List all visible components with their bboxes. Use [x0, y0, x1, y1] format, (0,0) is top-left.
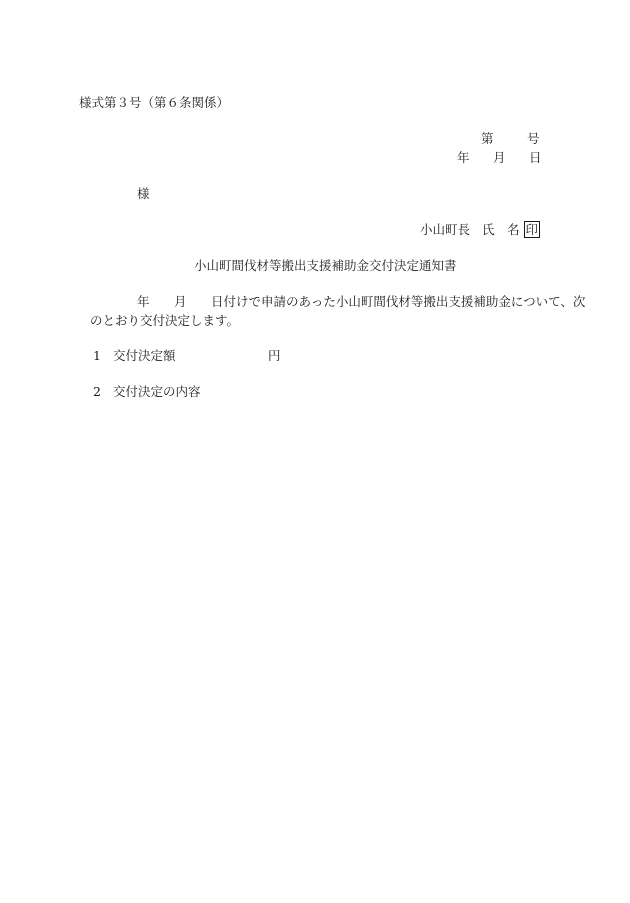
- item-1-number: 1: [93, 348, 101, 363]
- body-line2: のとおり交付決定します。: [90, 313, 240, 328]
- issuer-name-label: 氏 名: [482, 222, 520, 237]
- body-line1: 日付けで申請のあった小山町間伐材等搬出支援補助金について、次: [211, 294, 586, 309]
- date-month: 月: [493, 150, 506, 165]
- item-2-number: 2: [93, 384, 101, 399]
- body-month: 月: [174, 294, 187, 309]
- date-year: 年: [457, 150, 470, 165]
- seal-mark: 印: [525, 222, 539, 237]
- body-year: 年: [137, 294, 150, 309]
- form-number: 様式第３号（第６条関係）: [79, 95, 230, 110]
- item-1-unit: 円: [268, 348, 281, 363]
- doc-number-suffix: 号: [527, 131, 540, 146]
- date-day: 日: [529, 150, 542, 165]
- document-title: 小山町間伐材等搬出支援補助金交付決定通知書: [194, 258, 457, 273]
- addressee-suffix: 様: [137, 186, 150, 201]
- issuer-line: [420, 221, 540, 238]
- item-2-label: 交付決定の内容: [113, 384, 201, 399]
- doc-number-prefix: 第: [481, 131, 494, 146]
- item-1-label: 交付決定額: [113, 348, 176, 363]
- issuer-title: 小山町長: [420, 222, 471, 237]
